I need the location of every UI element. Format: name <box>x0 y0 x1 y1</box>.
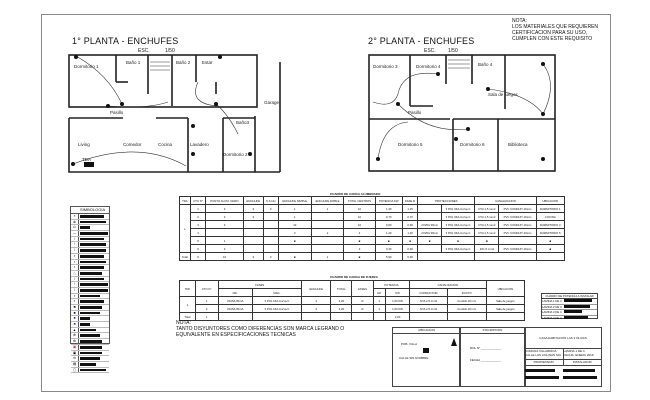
cell: 1 <box>311 253 343 261</box>
cell: ■ <box>418 237 441 245</box>
note-bottom <box>176 320 344 338</box>
cell: 0,70 <box>375 213 402 221</box>
cell: 3 <box>243 213 263 221</box>
cell: DORMITORIO 1 <box>536 205 564 213</box>
cell <box>311 237 343 245</box>
subheader-cell: CONDUCTOR <box>410 289 448 297</box>
cell: 1,20 <box>402 229 418 237</box>
cell: ■ <box>536 245 564 253</box>
symbology-legend: SIMBOLOGIA × ⊗ ⊙ — / / / ▪ ▪ ▪ △ / / / ▪ ▪ ■ ■ ■ ■ ▲ ⊕ ⊕ ▣ ▣ ⊖ ▤ ▢ <box>70 206 110 344</box>
header-cell: FASES <box>352 281 373 297</box>
svg-text:Baño 2: Baño 2 <box>176 60 191 65</box>
header-cell: TOTAL <box>331 281 352 297</box>
north-arrow-icon <box>451 338 457 346</box>
table-total-row <box>180 253 565 261</box>
cell <box>418 245 441 253</box>
plan2-floorplan <box>368 54 558 174</box>
header-cell: POTENCIA KW <box>375 197 402 205</box>
cell: NYA 2,5 mm2 <box>410 305 448 313</box>
cell: 3 <box>206 221 244 229</box>
project-box <box>524 327 602 387</box>
power-load-table <box>179 280 525 321</box>
cell: 2X25A 30mA <box>418 229 441 237</box>
cell: DORMITORIO 3 <box>536 221 564 229</box>
cell: 0,70 <box>402 213 418 221</box>
cell: ■ <box>344 253 376 261</box>
table-row <box>180 229 565 237</box>
cell: 2X1,5 mm2 <box>475 245 499 253</box>
cell: 1 <box>373 305 385 313</box>
cell: 0,90 <box>402 221 418 229</box>
cell: 1,00 KW <box>385 297 409 305</box>
cell: 3 POL 6KA Curva C <box>441 245 475 253</box>
cell: Sala de juegos <box>486 297 524 305</box>
subheader-cell: KW <box>385 289 409 297</box>
header-cell: ENCHUFE <box>302 281 331 297</box>
cell: 2 <box>190 213 205 221</box>
header-cell: TOTAL CENTROS <box>344 197 376 205</box>
cell: 1,00 KW <box>385 305 409 313</box>
cell: 6 <box>190 245 205 253</box>
note-bottom-line: EQUIVALENTE EN ESPECIFICACIONES TECNICAS <box>176 332 296 338</box>
cell: NYA 2,5 mm2 <box>475 221 499 229</box>
svg-text:Dormitorio 1: Dormitorio 1 <box>74 64 99 69</box>
cell: ■ <box>536 237 564 245</box>
cell: 4,20 <box>331 305 352 313</box>
cell: PVC CONDUIT 16mm <box>499 245 536 253</box>
plan2-scale-value: 1/50 <box>448 48 458 54</box>
svg-text:Baño 1: Baño 1 <box>126 60 141 65</box>
cell: 4 <box>190 229 205 237</box>
lighting-load-table <box>179 196 565 261</box>
cell: NYA 1,5 mm2 <box>475 205 499 213</box>
cell: PVC CONDUIT 16mm <box>499 221 536 229</box>
cell: NYA 2,5 mm2 <box>410 297 448 305</box>
cell <box>499 237 536 245</box>
cell: PVC CONDUIT 16mm <box>499 205 536 213</box>
cell: ■ <box>344 237 376 245</box>
header-cell: UBICACION <box>486 281 524 297</box>
svg-text:Living: Living <box>78 142 90 147</box>
cell <box>263 221 278 229</box>
header-cell: PROTECCIONES <box>418 197 475 205</box>
cell: PVC CONDUIT 20mm <box>499 229 536 237</box>
cell: 1,20 <box>375 229 402 237</box>
header-cell: PUNTO ALUM. VARIO <box>206 197 244 205</box>
header-cell: CTO N° <box>195 281 218 297</box>
cell: 1 <box>278 205 311 213</box>
plan2-scale-label: ESC. <box>424 48 436 54</box>
symbology-title: SIMBOLOGIA <box>71 207 109 214</box>
svg-text:Garage: Garage <box>264 100 280 105</box>
owner-label: PROPIETARIO <box>525 360 564 365</box>
subheader-cell: HP <box>373 289 385 297</box>
cell <box>243 221 263 229</box>
site-marker <box>423 348 429 353</box>
cell <box>311 221 343 229</box>
cell: 1 <box>278 213 311 221</box>
cell: ■ <box>441 237 475 245</box>
svg-text:Comedor: Comedor <box>123 142 142 147</box>
note-bottom-heading: NOTA: <box>176 320 191 326</box>
cell: 2 <box>278 229 311 237</box>
cell: NYA 1,5 mm2 <box>475 213 499 221</box>
note-top-line: LOS MATERIALES QUE REQUIEREN <box>512 24 599 30</box>
subheader-cell: DUCTO <box>447 289 486 297</box>
svg-text:Pasillo: Pasillo <box>408 110 422 115</box>
cell: 10 <box>344 205 376 213</box>
cell <box>418 205 441 213</box>
cell: DORMITORIO 5 <box>536 229 564 237</box>
cell: ■ <box>278 237 311 245</box>
cell: 3 POL 6KA Curva C <box>252 297 301 305</box>
cell: 0,30 <box>375 245 402 253</box>
cell: 1 <box>180 297 196 313</box>
cell: 5,90 <box>402 253 418 261</box>
map-label: CALLE SIN NOMBRE <box>399 356 429 360</box>
table-row <box>180 305 525 313</box>
cell: 5 <box>190 237 205 245</box>
svg-text:Dormitorio 4: Dormitorio 4 <box>416 64 441 69</box>
cell: 3 <box>263 253 278 261</box>
table-row <box>180 221 565 229</box>
summary-row-label: LAMINA 1 DE 4 <box>542 299 562 303</box>
cell: ■ <box>475 237 499 245</box>
table-row <box>180 213 565 221</box>
svg-text:Dormitorio 6: Dormitorio 6 <box>460 142 485 147</box>
cell: 3 POL 6KA Curva C <box>252 305 301 313</box>
cell <box>263 245 278 253</box>
date-field-label: FECHA <box>470 358 481 362</box>
cell: ■ <box>278 253 311 261</box>
table-row <box>180 297 525 305</box>
cell: 16 <box>206 253 244 261</box>
cell: 4 <box>344 229 376 237</box>
subheader-cell: DIF. <box>218 289 252 297</box>
cell: 3 POL 6KA Curva C <box>441 229 475 237</box>
cell: 3 <box>206 205 244 213</box>
header-cell: ENCHUFE SIMPLE <box>278 197 311 205</box>
svg-text:Cocina: Cocina <box>158 142 173 147</box>
project-title: CASA HABITACION LAS 3 OLIVAS <box>525 328 601 349</box>
cell: Total <box>180 313 196 321</box>
svg-text:Pasillo: Pasillo <box>110 110 124 115</box>
cell: 1 <box>206 237 244 245</box>
plan1-scale-value: 1/50 <box>165 48 175 54</box>
table-header-row <box>180 197 565 205</box>
cell: 3 POL 6KA Curva C <box>441 213 475 221</box>
header-cell: POTENCIA <box>373 281 410 289</box>
inscription-header: INSCRIPCION <box>460 328 525 334</box>
cell: 1,30 <box>375 205 402 213</box>
cell: 3 <box>190 221 205 229</box>
inscription-box: INSCRIPCION ROL N° ____________ FECHA ____________ <box>459 327 526 387</box>
cell: 3 <box>344 245 376 253</box>
header-cell: ENCHUFE DOBLE <box>311 197 343 205</box>
table-row <box>180 245 565 253</box>
cell: 3 <box>263 205 278 213</box>
svg-text:Dormitorio 3: Dormitorio 3 <box>373 64 398 69</box>
summary-row-label: LAMINA 4 DE 4 <box>542 315 562 320</box>
table-row <box>180 237 565 245</box>
note-bottom-line: TANTO DISYUNTORES COMO DIFERENCIAS SON MARCA LEGRAND O <box>176 326 345 332</box>
lighting-table-title: CUADRO DE CARGA ALUMBRADO <box>330 192 381 196</box>
cell: 1,15 <box>402 205 418 213</box>
cell: 2X25A 30mA <box>418 221 441 229</box>
cell <box>263 229 278 237</box>
note-top-line: CUMPLEN CON ESTE REQUISITO <box>512 36 593 42</box>
note-top-line: CERTIFICACION PARA SU USO, <box>512 30 588 36</box>
cell: 3 <box>243 205 263 213</box>
note-top <box>512 18 598 42</box>
cell: 2X25A 30mA <box>218 305 252 313</box>
header-cell: CTO N° <box>190 197 205 205</box>
svg-text:Biblioteca: Biblioteca <box>508 142 528 147</box>
plan1-floorplan <box>68 54 308 174</box>
cell: 10 <box>278 221 311 229</box>
cell: 3 POL 6KA Curva C <box>441 205 475 213</box>
cell: 10 <box>344 213 376 221</box>
cell: R <box>352 297 373 305</box>
cell: 2,00 <box>385 313 409 321</box>
cell: Conduit 16 mm <box>447 297 486 305</box>
location-box <box>392 327 461 387</box>
plan2-title: 2° PLANTA - ENCHUFES <box>368 36 475 46</box>
svg-text:Baño 4: Baño 4 <box>478 62 493 67</box>
power-summary-box <box>541 293 598 319</box>
cell: Total <box>180 253 191 261</box>
cell: NYA 2,5 mm2 <box>475 229 499 237</box>
cell: 5,90 <box>375 253 402 261</box>
cell: ■ <box>375 237 402 245</box>
cell <box>243 229 263 237</box>
cell <box>278 245 311 253</box>
cell: 2 <box>302 305 331 313</box>
cell: 1 <box>195 297 218 305</box>
table-header-row <box>180 281 525 289</box>
cell: 0,30 <box>402 245 418 253</box>
cell: 1 <box>195 313 218 321</box>
svg-text:Baño3: Baño3 <box>236 120 250 125</box>
summary-row-label: LAMINA 3 DE 4 <box>542 310 562 314</box>
header-cell: S.S.HH <box>263 197 278 205</box>
svg-text:Lavadero: Lavadero <box>190 142 209 147</box>
cell <box>263 213 278 221</box>
cell: 3 POL 6KA Curva C <box>441 221 475 229</box>
header-cell: UBICACION <box>536 197 564 205</box>
cell: 10 <box>344 221 376 229</box>
power-table-title: CUADRO DE CARGA DE FUERZA <box>330 275 378 279</box>
cell: ■ <box>402 237 418 245</box>
header-cell: ENCHUFE <box>243 197 263 205</box>
cell: PVC CONDUIT 16mm <box>499 213 536 221</box>
cell: Sala de juegos <box>486 305 524 313</box>
cell: R <box>352 305 373 313</box>
sheet-info: LAMINA 1 DE 4 <box>563 349 585 353</box>
cell: Conduit 16 mm <box>447 305 486 313</box>
cell: COCINA <box>536 213 564 221</box>
table-row <box>180 205 565 213</box>
cell <box>311 245 343 253</box>
cell <box>311 213 343 221</box>
svg-text:Dormitorio 5: Dormitorio 5 <box>398 142 423 147</box>
plan1-title: 1° PLANTA - ENCHUFES <box>72 36 179 46</box>
cell: 3 <box>206 213 244 221</box>
header-cell: TDF <box>180 281 196 297</box>
cell: 2 <box>195 305 218 313</box>
cell: 1 <box>180 205 191 253</box>
cell <box>243 245 263 253</box>
rol-field-label: ROL N° <box>470 346 481 350</box>
cell: 1 <box>302 297 331 305</box>
cell <box>206 229 244 237</box>
cell: 4,20 <box>331 297 352 305</box>
cell: 6 <box>190 253 205 261</box>
cell: 3 <box>243 253 263 261</box>
cell <box>243 237 263 245</box>
summary-row-label: LAMINA 2 DE 4 <box>542 304 562 309</box>
svg-text:Sala de juegos: Sala de juegos <box>488 92 518 97</box>
svg-text:Estar: Estar <box>202 60 213 65</box>
cell <box>263 237 278 245</box>
owner-line: COMUNA VILLARRICA <box>525 349 557 353</box>
note-top-heading: NOTA: <box>512 18 527 24</box>
header-cell: FASE R <box>402 197 418 205</box>
cell: 2X25A 30mA <box>218 297 252 305</box>
cell: 1 <box>311 205 343 213</box>
header-cell: CANALIZACION <box>475 197 536 205</box>
plan1-scale-label: ESC. <box>138 48 150 54</box>
header-cell: FASES <box>218 281 302 289</box>
summary-title: CUADRO DE POTENCIA A INSTALAR <box>542 294 597 299</box>
subheader-cell: MAG. <box>252 289 301 297</box>
cell: 1 <box>373 297 385 305</box>
owner-line: CALLE LAS COLINAS S/N <box>525 353 561 357</box>
cell: 3 <box>206 245 244 253</box>
location-header: UBICACION <box>393 328 460 334</box>
cell: 1 <box>190 205 205 213</box>
svg-text:TDA: TDA <box>82 157 91 162</box>
cell: 0,90 <box>375 221 402 229</box>
map-label: POB. VILLA <box>401 342 418 346</box>
header-cell: CANALIZACION <box>410 281 487 289</box>
sheet-info: FECHA: ENERO 2019 <box>563 353 594 357</box>
cell: 2 <box>311 229 343 237</box>
svg-text:Dormitorio 2: Dormitorio 2 <box>223 152 248 157</box>
cell <box>418 213 441 221</box>
engineer-label: INSTALADOR <box>572 360 592 364</box>
header-cell: TDA <box>180 197 191 205</box>
